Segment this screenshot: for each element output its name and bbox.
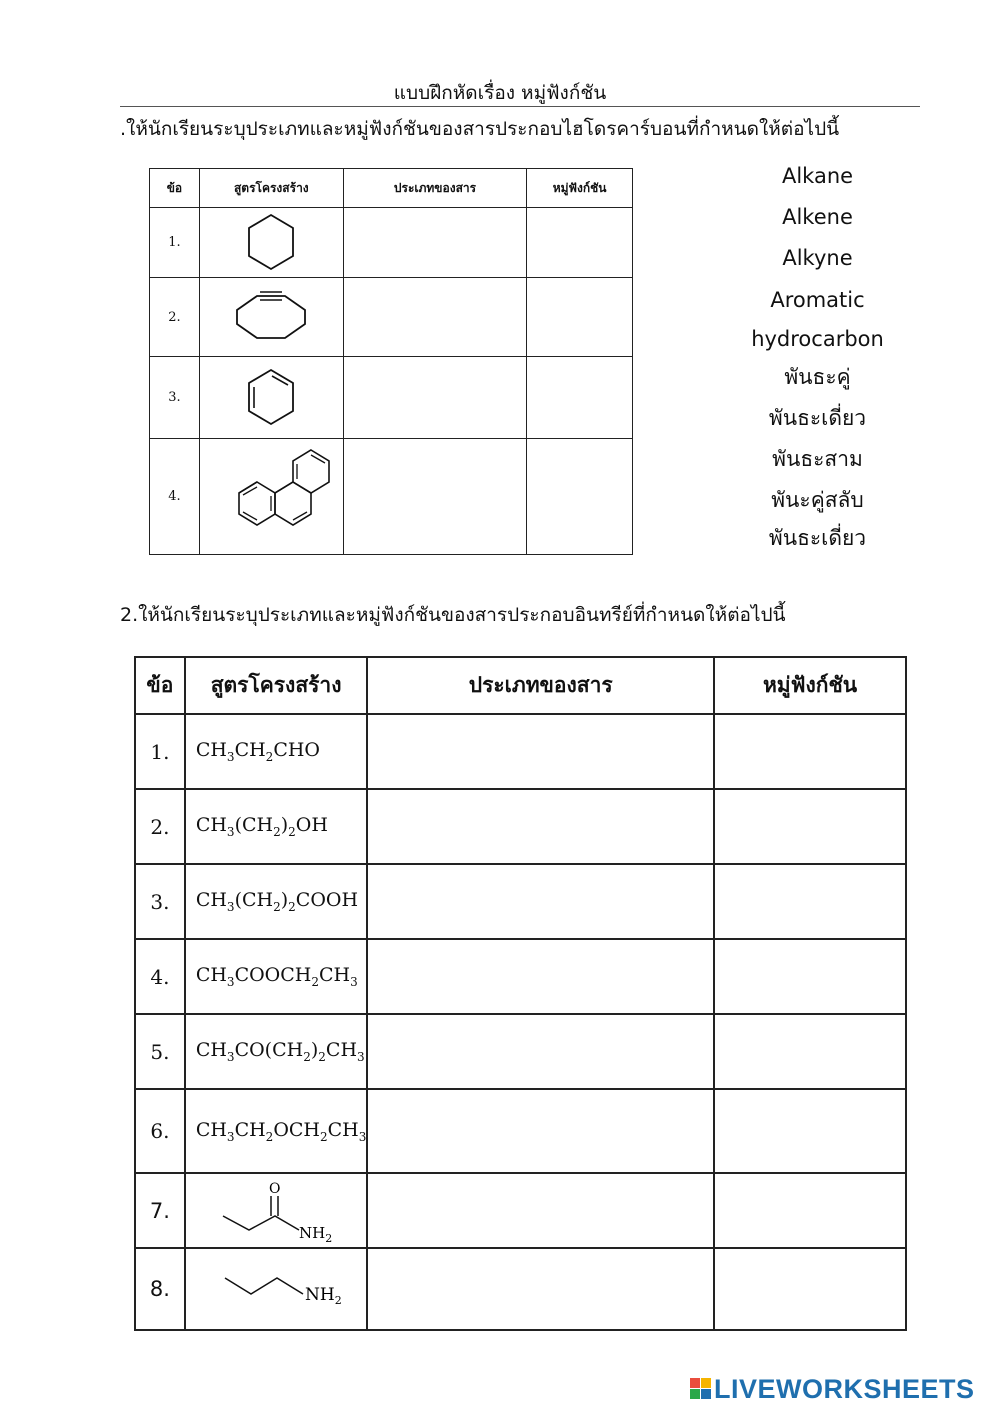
row-number: 3. xyxy=(135,864,185,939)
logo-icon xyxy=(690,1378,712,1400)
col-header-number: ข้อ xyxy=(135,657,185,714)
structure-cyclohexadiene xyxy=(199,357,343,439)
section2-instruction: 2.ให้นักเรียนระบุประเภทและหมู่ฟังก์ชันของสารประกอบอินทรีย์ที่กำหนดให้ต่อไปนี้ xyxy=(120,604,786,626)
structure-formula: $CH_3CH_2CHO$ xyxy=(185,714,368,789)
type-answer-field[interactable] xyxy=(367,1014,714,1089)
group-answer-field[interactable] xyxy=(714,1014,906,1089)
table-header-row xyxy=(135,657,906,714)
row-number: 7. xyxy=(135,1173,185,1248)
row-number: 6. xyxy=(135,1089,185,1173)
word-bank-item[interactable]: พันธะเดี่ยว xyxy=(768,526,867,550)
group-answer-field[interactable] xyxy=(714,789,906,864)
type-answer-field[interactable] xyxy=(367,1248,714,1330)
structure-propylamine xyxy=(185,1248,368,1330)
col-header-number: ข้อ xyxy=(150,169,200,208)
amine-group-label: $NH_2$ xyxy=(299,1223,333,1244)
col-header-structure: สูตรโครงสร้าง xyxy=(199,169,343,208)
col-header-structure: สูตรโครงสร้าง xyxy=(185,657,368,714)
structure-formula: $CH_3CO(CH_2)_2CH_3$ xyxy=(185,1014,368,1089)
table-row xyxy=(150,278,633,357)
type-answer-field[interactable] xyxy=(367,789,714,864)
group-answer-field[interactable] xyxy=(527,357,633,439)
type-answer-field[interactable] xyxy=(367,714,714,789)
title-divider xyxy=(120,106,920,107)
table-row xyxy=(150,208,633,278)
row-number: 1. xyxy=(150,208,200,278)
type-answer-field[interactable] xyxy=(367,1089,714,1173)
amine-group-label: $NH_2$ xyxy=(305,1285,342,1307)
group-answer-field[interactable] xyxy=(527,278,633,357)
word-bank-item[interactable]: พันธะคู่ xyxy=(784,365,851,389)
group-answer-field[interactable] xyxy=(714,1173,906,1248)
group-answer-field[interactable] xyxy=(714,1089,906,1173)
col-header-type: ประเภทของสาร xyxy=(367,657,714,714)
group-answer-field[interactable] xyxy=(714,1248,906,1330)
type-answer-field[interactable] xyxy=(343,357,526,439)
table-row xyxy=(135,1014,906,1089)
oxygen-atom-label: O xyxy=(269,1180,281,1197)
table-row xyxy=(135,939,906,1014)
type-answer-field[interactable] xyxy=(343,439,526,555)
row-number: 4. xyxy=(135,939,185,1014)
structure-propanamide xyxy=(185,1173,368,1248)
table-row xyxy=(135,1248,906,1330)
type-answer-field[interactable] xyxy=(343,278,526,357)
hydrocarbon-table xyxy=(149,168,633,555)
structure-formula: $CH_3COOCH_2CH_3$ xyxy=(185,939,368,1014)
structure-formula: $CH_3CH_2OCH_2CH_3$ xyxy=(185,1089,368,1173)
group-answer-field[interactable] xyxy=(527,208,633,278)
row-number: 3. xyxy=(150,357,200,439)
word-bank-item[interactable]: Alkyne xyxy=(782,246,853,270)
type-answer-field[interactable] xyxy=(367,939,714,1014)
table-row xyxy=(150,357,633,439)
structure-phenanthrene xyxy=(199,439,343,555)
col-header-functional-group: หมู่ฟังก์ชัน xyxy=(714,657,906,714)
word-bank-item[interactable]: พันะคู่สลับ xyxy=(771,488,864,512)
structure-formula: $CH_3(CH_2)_2OH$ xyxy=(185,789,368,864)
col-header-type: ประเภทของสาร xyxy=(343,169,526,208)
row-number: 5. xyxy=(135,1014,185,1089)
word-bank-item[interactable]: hydrocarbon xyxy=(751,327,884,351)
word-bank-item[interactable]: Aromatic xyxy=(770,288,865,312)
group-answer-field[interactable] xyxy=(714,939,906,1014)
table-row xyxy=(135,789,906,864)
row-number: 1. xyxy=(135,714,185,789)
word-bank-item[interactable]: พันธะสาม xyxy=(772,447,863,471)
col-header-functional-group: หมู่ฟังก์ชัน xyxy=(527,169,633,208)
word-bank-item[interactable]: พันธะเดี่ยว xyxy=(768,406,867,430)
worksheet-title: แบบฝึกหัดเรื่อง หมู่ฟังก์ชัน xyxy=(393,82,607,104)
group-answer-field[interactable] xyxy=(527,439,633,555)
table-row xyxy=(135,714,906,789)
table-row xyxy=(150,439,633,555)
type-answer-field[interactable] xyxy=(343,208,526,278)
structure-formula: $CH_3(CH_2)_2COOH$ xyxy=(185,864,368,939)
table-row xyxy=(135,1089,906,1173)
row-number: 4. xyxy=(150,439,200,555)
word-bank xyxy=(720,156,915,555)
table-row xyxy=(135,864,906,939)
word-bank-item[interactable]: Alkene xyxy=(782,205,853,229)
word-bank-item[interactable]: Alkane xyxy=(781,164,854,188)
organic-compound-table xyxy=(134,656,907,1331)
table-row xyxy=(135,1173,906,1248)
liveworksheets-logo[interactable] xyxy=(690,1374,990,1406)
section1-instruction: .ให้นักเรียนระบุประเภทและหมู่ฟังก์ชันของสารประกอบไฮโดรคาร์บอนที่กำหนดให้ต่อไปนี้ xyxy=(120,118,840,140)
table-header-row xyxy=(150,169,633,208)
group-answer-field[interactable] xyxy=(714,864,906,939)
row-number: 8. xyxy=(135,1248,185,1330)
logo-text: LIVEWORKSHEETS xyxy=(714,1374,975,1404)
structure-cyclohexane xyxy=(199,208,343,278)
group-answer-field[interactable] xyxy=(714,714,906,789)
row-number: 2. xyxy=(135,789,185,864)
row-number: 2. xyxy=(150,278,200,357)
structure-cyclooctyne xyxy=(199,278,343,357)
type-answer-field[interactable] xyxy=(367,864,714,939)
type-answer-field[interactable] xyxy=(367,1173,714,1248)
